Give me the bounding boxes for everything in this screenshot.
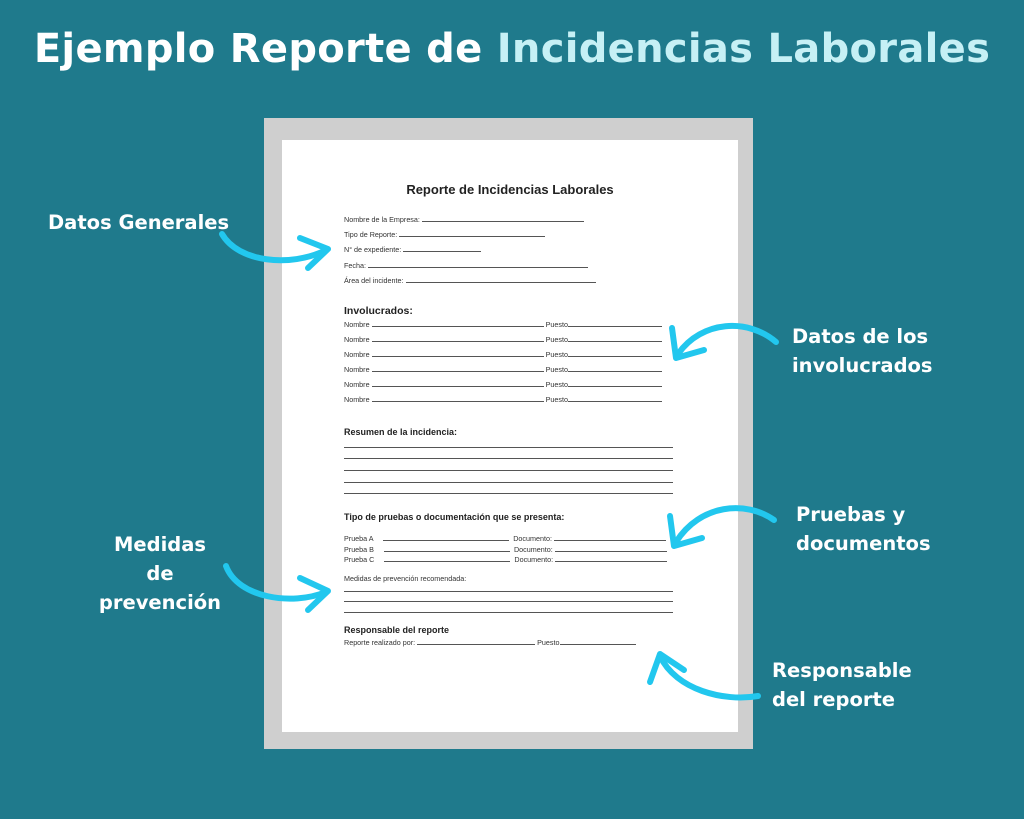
title-highlight: Incidencias Laborales xyxy=(496,26,991,72)
prueba-row: Prueba B Documento: xyxy=(344,544,667,554)
resumen-line xyxy=(344,470,673,471)
title-text: Ejemplo Reporte de xyxy=(33,26,497,72)
responsable-row: Reporte realizado por: Puesto xyxy=(344,637,636,647)
field-tipo-reporte: Tipo de Reporte: xyxy=(344,229,545,239)
resumen-line xyxy=(344,447,673,448)
involucrado-row: Nombre Puesto xyxy=(344,379,662,389)
medidas-line xyxy=(344,591,673,592)
prueba-row: Prueba A Documento: xyxy=(344,533,666,543)
callout-medidas: Medidas de prevención xyxy=(98,533,222,614)
medidas-label: Medidas de prevención recomendada: xyxy=(344,574,467,583)
field-fecha: Fecha: xyxy=(344,260,588,270)
field-expediente: N° de expediente: xyxy=(344,244,481,254)
involucrados-heading: Involucrados: xyxy=(344,305,413,317)
callout-datos-generales: Datos Generales xyxy=(48,211,230,234)
prueba-row: Prueba C Documento: xyxy=(344,554,667,564)
field-area: Área del incidente: xyxy=(344,275,596,285)
resumen-line xyxy=(344,493,673,494)
document-page xyxy=(282,140,738,732)
callout-involucrados: Datos de los involucrados xyxy=(792,325,933,377)
resumen-heading: Resumen de la incidencia: xyxy=(344,427,458,437)
medidas-line xyxy=(344,612,673,613)
involucrado-row: Nombre Puesto xyxy=(344,334,662,344)
pruebas-heading: Tipo de pruebas o documentación que se presenta: xyxy=(344,512,565,522)
resumen-line xyxy=(344,458,673,459)
responsable-heading: Responsable del reporte xyxy=(344,625,450,635)
involucrado-row: Nombre Puesto xyxy=(344,394,662,404)
callout-responsable: Responsable del reporte xyxy=(772,659,912,711)
involucrado-row: Nombre Puesto xyxy=(344,319,662,329)
page-title xyxy=(0,26,1024,72)
medidas-line xyxy=(344,601,673,602)
document-title: Reporte de Incidencias Laborales xyxy=(406,182,614,197)
callout-pruebas: Pruebas y documentos xyxy=(796,503,931,555)
resumen-line xyxy=(344,482,673,483)
field-empresa: Nombre de la Empresa: xyxy=(344,214,584,224)
involucrado-row: Nombre Puesto xyxy=(344,364,662,374)
involucrado-row: Nombre Puesto xyxy=(344,349,662,359)
